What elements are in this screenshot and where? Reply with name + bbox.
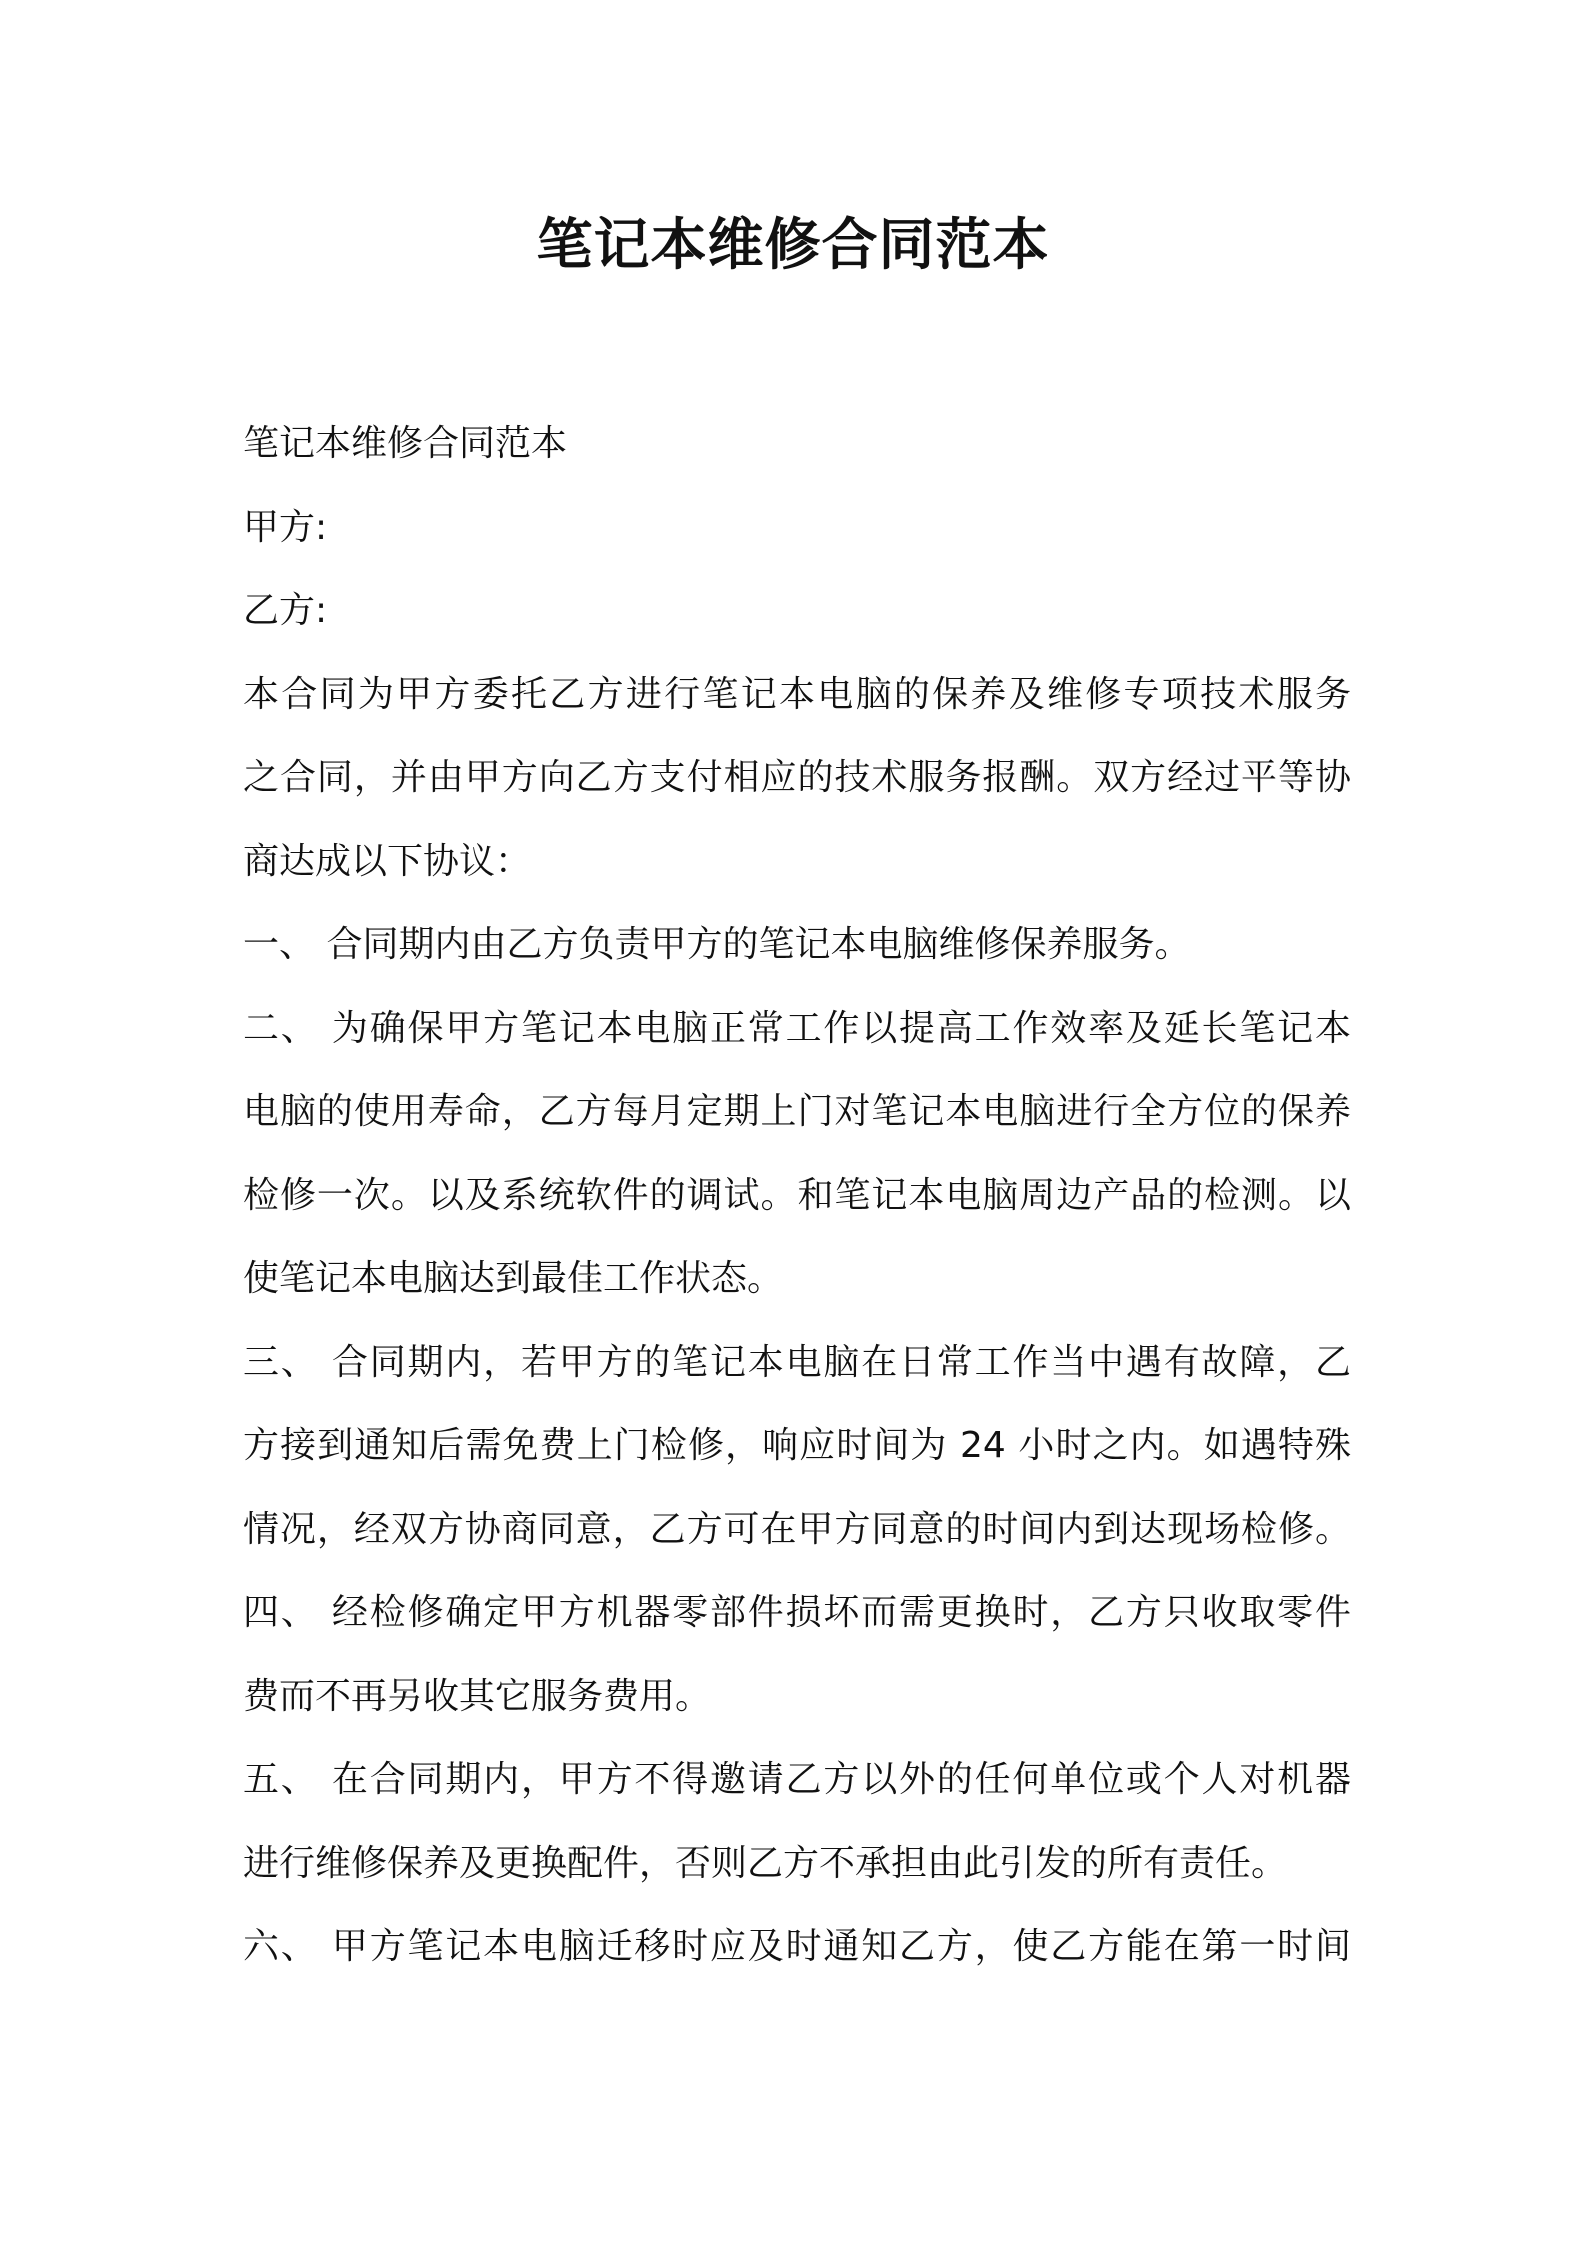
clause-3-line-2: 方接到通知后需免费上门检修，响应时间为 24 小时之内。如遇特殊 (243, 1425, 1351, 1466)
party-b-label: 乙方: (243, 590, 328, 631)
clause-3-line-3: 情况，经双方协商同意，乙方可在甲方同意的时间内到达现场检修。 (243, 1508, 1351, 1550)
clause-3-line-1: 三、 合同期内，若甲方的笔记本电脑在日常工作当中遇有故障，乙 (243, 1341, 1351, 1383)
clause-1-line-1: 一、 合同期内由乙方负责甲方的笔记本电脑维修保养服务。 (243, 924, 1191, 965)
clause-2-line-3: 检修一次。以及系统软件的调试。和笔记本电脑周边产品的检测。以 (243, 1174, 1351, 1216)
clause-6-line-1: 六、 甲方笔记本电脑迁移时应及时通知乙方，使乙方能在第一时间 (243, 1926, 1351, 1967)
clause-2-line-1: 二、 为确保甲方笔记本电脑正常工作以提高工作效率及延长笔记本 (243, 1007, 1351, 1049)
intro-line-2: 之合同，并由甲方向乙方支付相应的技术服务报酬。双方经过平等协 (243, 757, 1351, 798)
document-title: 笔记本维修合同范本 (536, 213, 1050, 278)
party-a-label: 甲方: (243, 506, 328, 548)
clause-5-line-1: 五、 在合同期内，甲方不得邀请乙方以外的任何单位或个人对机器 (243, 1759, 1351, 1800)
intro-line-1: 本合同为甲方委托乙方进行笔记本电脑的保养及维修专项技术服务 (243, 673, 1351, 715)
clause-4-line-1: 四、 经检修确定甲方机器零部件损坏而需更换时，乙方只收取零件 (243, 1592, 1351, 1633)
clause-2-line-4: 使笔记本电脑达到最佳工作状态。 (243, 1258, 784, 1299)
body-subtitle: 笔记本维修合同范本 (243, 423, 568, 464)
document-body (243, 402, 1351, 1989)
intro-line-3: 商达成以下协议： (243, 840, 532, 882)
clause-5-line-2: 进行维修保养及更换配件，否则乙方不承担由此引发的所有责任。 (243, 1842, 1288, 1884)
clause-2-line-2: 电脑的使用寿命，乙方每月定期上门对笔记本电脑进行全方位的保养 (243, 1091, 1351, 1132)
clause-4-line-2: 费而不再另收其它服务费用。 (243, 1675, 712, 1717)
